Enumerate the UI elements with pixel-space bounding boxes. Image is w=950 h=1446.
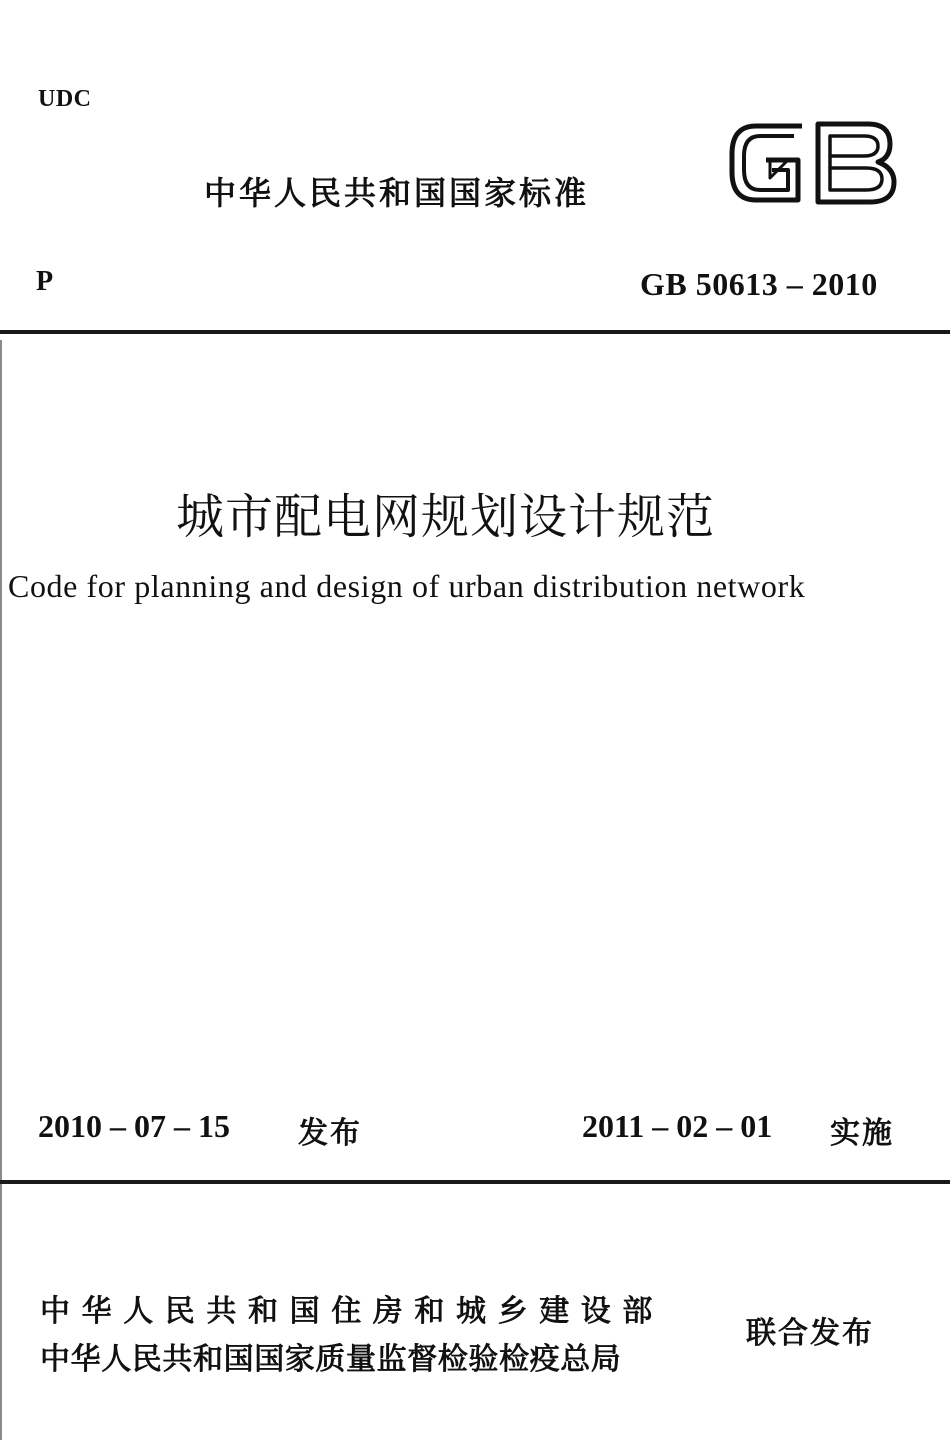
gb-logo: [722, 114, 900, 210]
scan-edge-line: [0, 340, 2, 1440]
english-title: Code for planning and design of urban distribution network: [8, 568, 806, 604]
top-divider: [0, 330, 950, 334]
implementation-label: 实施: [830, 1116, 894, 1151]
category-code: P: [36, 266, 54, 297]
issue-date: 2010 – 07 – 15: [38, 1108, 230, 1144]
chinese-title: 城市配电网规划设计规范: [176, 489, 716, 545]
issuer-aqsiq: 中华人民共和国国家质量监督检验检疫总局: [40, 1342, 622, 1377]
standard-number: GB 50613 – 2010: [640, 266, 878, 302]
implementation-date: 2011 – 02 – 01: [582, 1108, 773, 1144]
issue-label: 发布: [298, 1116, 362, 1151]
bottom-divider: [0, 1180, 950, 1184]
issuer-ministry: 中华人民共和国住房和城乡建设部: [40, 1294, 664, 1329]
udc-label: UDC: [38, 86, 92, 112]
joint-issue-label: 联合发布: [746, 1316, 874, 1351]
standard-type-title: 中华人民共和国国家标准: [204, 174, 590, 212]
